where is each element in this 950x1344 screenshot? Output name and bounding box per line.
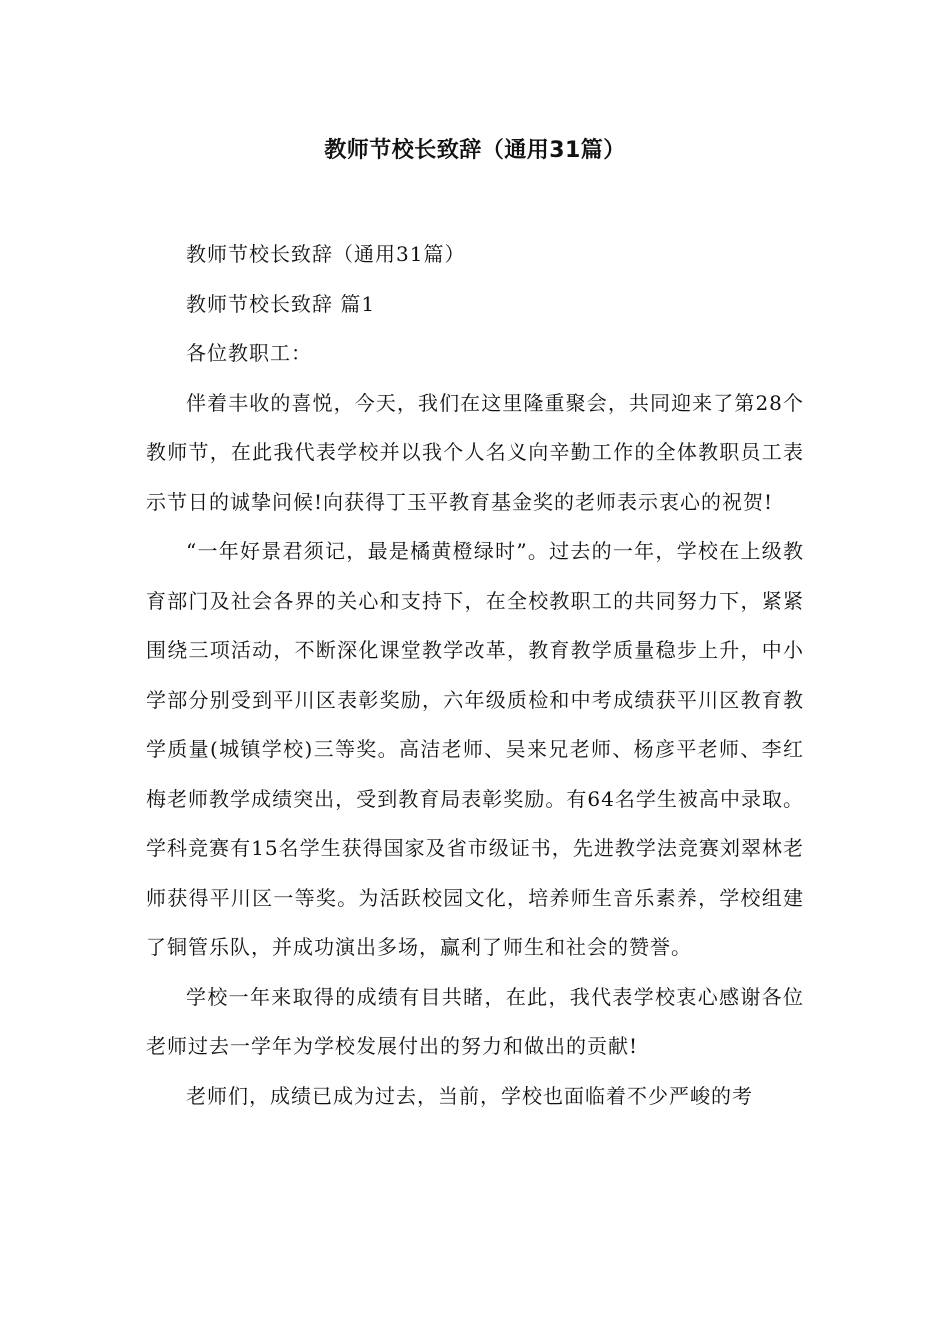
paragraph-body: “一年好景君须记，最是橘黄橙绿时”。过去的一年，学校在上级教育部门及社会各界的关心和支持下，在全校教职工的共同努力下，紧紧围绕三项活动，不断深化课堂教学改革，教育教学质量稳步上升，中小学部分别受到平川区表彰奖励，六年级质检和中考成绩获平川区教育教学质量(城镇学校)三等奖。高洁老师、吴来兄老师、杨彦平老师、李红梅老师教学成绩突出，受到教育局表彰奖励。有64名学生被高中录取。学科竞赛有15名学生获得国家及省市级证书，先进教学法竞赛刘翠林老师获得平川区一等奖。为活跃校园文化，培养师生音乐素养，学校组建了铜管乐队，并成功演出多场，赢利了师生和社会的赞誉。 <box>146 539 804 959</box>
document-body <box>146 230 804 1121</box>
paragraph-heading-repeat: 教师节校长致辞（通用31篇） <box>186 242 466 266</box>
paragraph-body: 老师们，成绩已成为过去，当前，学校也面临着不少严峻的考 <box>186 1083 753 1108</box>
paragraph-section-title: 教师节校长致辞 篇1 <box>186 291 376 316</box>
paragraph-salutation: 各位教职工： <box>186 341 312 365</box>
paragraph-body: 学校一年来取得的成绩有目共睹，在此，我代表学校衷心感谢各位老师过去一学年为学校发展付出的努力和做出的贡献! <box>146 984 804 1058</box>
paragraph-body: 伴着丰收的喜悦，今天，我们在这里隆重聚会，共同迎来了第28个教师节，在此我代表学校并以我个人名义向辛勤工作的全体教职员工表示节日的诚挚问候!向获得丁玉平教育基金奖的老师表示衷心的祝贺! <box>146 390 804 514</box>
document-title: 教师节校长致辞（通用31篇） <box>324 138 626 163</box>
